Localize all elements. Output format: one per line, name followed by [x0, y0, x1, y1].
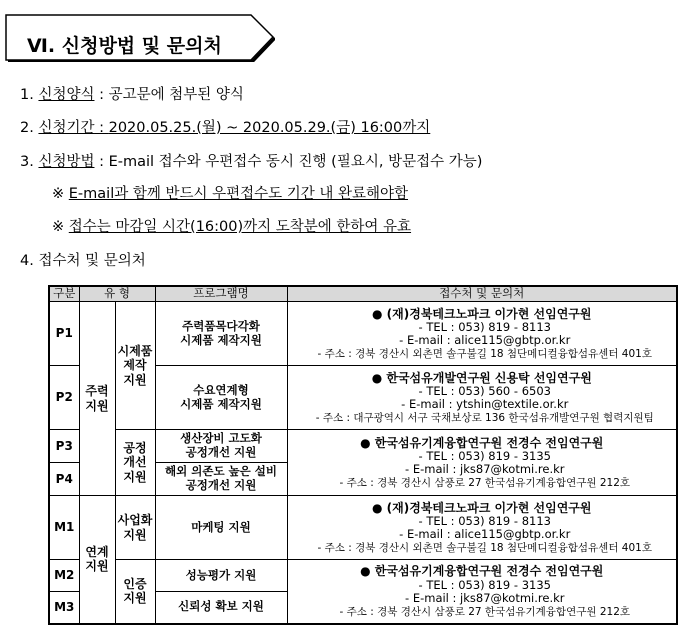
- row-id: P4: [49, 463, 79, 496]
- program-name: 성능평가 지원: [155, 560, 287, 592]
- item-value: 2020.05.25.(월) ~ 2020.05.29.(금) 16:00까지: [108, 120, 431, 136]
- table-row: [49, 302, 677, 366]
- contact-name: (재)경북테크노파크 이가현 선임연구원: [386, 500, 592, 515]
- contact-addr: - 주소 : 대구광역시 서구 국채보상로 136 한국섬유개발연구원 협력지원팀: [315, 411, 654, 424]
- item-label: 신청양식: [38, 87, 95, 103]
- header-contact: 접수처 및 문의처: [287, 286, 677, 302]
- note-text: E-mail과 함께 반드시 우편접수도 기간 내 완료해야함: [68, 186, 409, 202]
- section-title-text: 신청방법 및 문의처: [61, 35, 222, 57]
- note-2: [52, 215, 411, 236]
- item-sep: :: [94, 154, 109, 170]
- section-number: Ⅵ.: [27, 35, 56, 57]
- contact-cell: ● 한국섬유기계융합연구원 전경수 전임연구원 - TEL : 053) 819 - 3135 - E-mail : jks87@kotmi.re.kr - 주소 : 경북 경산시 삼풍로 27 한국섬유기계융합연구원 212호: [287, 560, 677, 624]
- contact-cell: ● 한국섬유기계융합연구원 전경수 전임연구원 - TEL : 053) 819 - 3135 - E-mail : jks87@kotmi.re.kr - 주소 : 경북 경산시 삼풍로 27 한국섬유기계융합연구원 212호: [287, 430, 677, 496]
- subgroup-prototype: 시제품 제작 지원: [115, 302, 155, 430]
- item-value: 공고문에 첨부된 양식: [108, 87, 244, 103]
- item-4: [20, 249, 146, 270]
- contact-email: - E-mail : alice115@gbtp.or.kr: [399, 527, 571, 542]
- contact-email: - E-mail : jks87@kotmi.re.kr: [405, 591, 565, 606]
- item-3: [20, 150, 482, 171]
- note-text: 접수는 마감일 시간(16:00)까지 도착분에 한하여 유효: [68, 219, 412, 235]
- row-id: M1: [49, 496, 79, 560]
- group-link: 연계 지원: [79, 496, 115, 624]
- contact-email: - E-mail : jks87@kotmi.re.kr: [405, 462, 565, 477]
- item-number: 4.: [20, 253, 34, 269]
- row-id: P2: [49, 366, 79, 430]
- item-number: 2.: [20, 120, 34, 136]
- header-division: 구분: [49, 286, 79, 302]
- item-number: 3.: [20, 154, 34, 170]
- table-row: [49, 430, 677, 463]
- subgroup-marketing: 사업화 지원: [115, 496, 155, 560]
- contact-tel: - TEL : 053) 819 - 8113: [418, 513, 551, 528]
- subgroup-process: 공정 개선 지원: [115, 430, 155, 496]
- row-id: P3: [49, 430, 79, 463]
- header-type: 유 형: [79, 286, 155, 302]
- contact-addr: - 주소 : 경북 경산시 외촌면 솔구불길 18 첨단메디컬융합섬유센터 401호: [317, 347, 652, 360]
- contact-cell: ● 한국섬유개발연구원 신용탁 선임연구원 - TEL : 053) 560 - 6503 - E-mail : ytshin@textile.or.kr - 주소 : 대구광역시 서구 국채보상로 136 한국섬유개발연구원 협력지원팀: [287, 366, 677, 430]
- program-name: 해외 의존도 높은 설비 공정개선 지원: [155, 463, 287, 496]
- program-name: 신뢰성 확보 지원: [155, 592, 287, 624]
- contact-email: - E-mail : alice115@gbtp.or.kr: [399, 333, 571, 348]
- item-sep: :: [94, 87, 109, 103]
- program-name: 마케팅 지원: [155, 496, 287, 560]
- contact-cell: ● (재)경북테크노파크 이가현 선임연구원 - TEL : 053) 819 - 8113 - E-mail : alice115@gbtp.or.kr - 주소 : 경북 경산시 외촌면 솔구불길 18 첨단메디컬융합섬유센터 401호: [287, 302, 677, 366]
- contact-addr: - 주소 : 경북 경산시 삼풍로 27 한국섬유기계융합연구원 212호: [339, 476, 631, 489]
- contact-tel: - TEL : 053) 819 - 8113: [418, 319, 551, 334]
- group-main: 주력 지원: [79, 302, 115, 496]
- contact-addr: - 주소 : 경북 경산시 삼풍로 27 한국섬유기계융합연구원 212호: [339, 605, 631, 618]
- table-row: [49, 496, 677, 560]
- contact-cell: ● (재)경북테크노파크 이가현 선임연구원 - TEL : 053) 819 - 8113 - E-mail : alice115@gbtp.or.kr - 주소 : 경북 경산시 외촌면 솔구불길 18 첨단메디컬융합섬유센터 401호: [287, 496, 677, 560]
- contact-tel: - TEL : 053) 819 - 3135: [418, 448, 551, 463]
- item-label: 접수처 및 문의처: [38, 253, 146, 269]
- program-name: 수요연계형 시제품 제작지원: [155, 366, 287, 430]
- item-number: 1.: [20, 87, 34, 103]
- note-mark: ※: [52, 219, 65, 235]
- row-id: M2: [49, 560, 79, 592]
- contact-name: 한국섬유기계융합연구원 전경수 전임연구원: [374, 564, 604, 579]
- item-1: [20, 83, 244, 104]
- row-id: P1: [49, 302, 79, 366]
- subgroup-cert: 인증 지원: [115, 560, 155, 624]
- section-title: [27, 31, 222, 58]
- header-program: 프로그램명: [155, 286, 287, 302]
- contact-name: 한국섬유기계융합연구원 전경수 전임연구원: [374, 435, 604, 450]
- item-sep: :: [94, 120, 109, 136]
- table-header-row: [49, 286, 677, 302]
- contact-name: 한국섬유개발연구원 신용탁 선임연구원: [386, 370, 592, 385]
- item-label: 신청기간: [38, 120, 95, 136]
- section-title-box: [5, 14, 273, 60]
- item-2: [20, 116, 430, 137]
- item-label: 신청방법: [38, 154, 95, 170]
- contact-addr: - 주소 : 경북 경산시 외촌면 솔구불길 18 첨단메디컬융합섬유센터 401호: [317, 541, 652, 554]
- contact-email: - E-mail : ytshin@textile.or.kr: [401, 397, 569, 412]
- program-name: 생산장비 고도화 공정개선 지원: [155, 430, 287, 463]
- program-name: 주력품목다각화 시제품 제작지원: [155, 302, 287, 366]
- contact-tel: - TEL : 053) 560 - 6503: [418, 383, 551, 398]
- table-row: [49, 560, 677, 592]
- contact-tel: - TEL : 053) 819 - 3135: [418, 577, 551, 592]
- note-mark: ※: [52, 186, 65, 202]
- contact-table: [48, 285, 678, 625]
- row-id: M3: [49, 592, 79, 624]
- item-value: E-mail 접수와 우편접수 동시 진행 (필요시, 방문접수 가능): [108, 154, 483, 170]
- contact-name: (재)경북테크노파크 이가현 선임연구원: [386, 306, 592, 321]
- note-1: [52, 182, 408, 203]
